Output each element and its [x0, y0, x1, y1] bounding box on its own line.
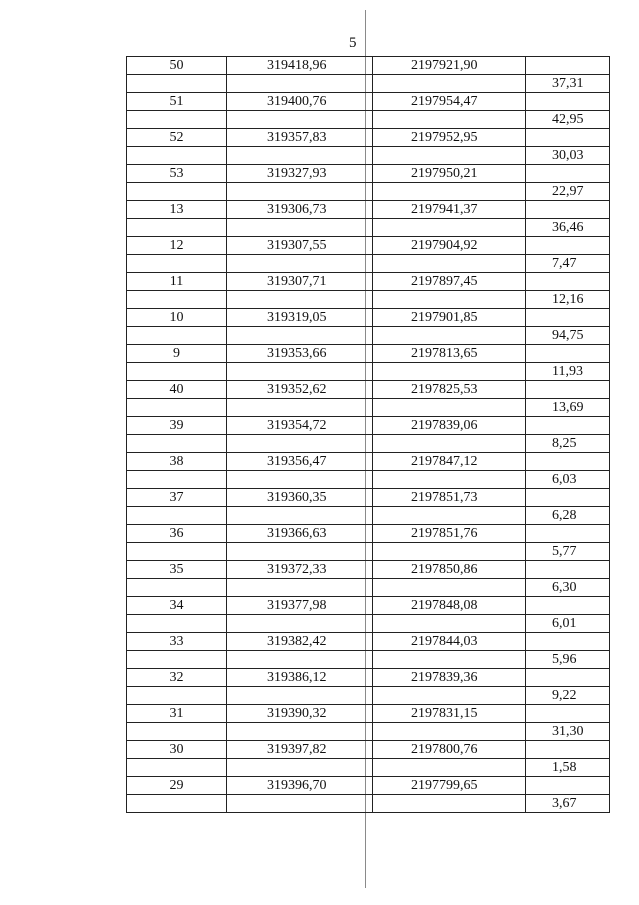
y-coordinate-cell: 2197851,76	[373, 525, 526, 543]
y-coordinate-cell: 2197901,85	[373, 309, 526, 327]
empty-cell	[227, 759, 373, 777]
empty-cell	[227, 363, 373, 381]
coordinates-table-body	[127, 57, 610, 813]
table-row	[127, 201, 610, 219]
empty-cell	[373, 111, 526, 129]
x-coordinate-cell: 319327,93	[227, 165, 373, 183]
empty-cell	[227, 723, 373, 741]
empty-cell	[227, 795, 373, 813]
empty-cell	[227, 183, 373, 201]
empty-cell	[227, 399, 373, 417]
point-number-cell: 11	[127, 273, 227, 291]
empty-cell	[373, 399, 526, 417]
point-number-cell: 13	[127, 201, 227, 219]
empty-cell	[526, 669, 610, 687]
table-row	[127, 93, 610, 111]
table-row	[127, 399, 610, 417]
empty-cell	[127, 291, 227, 309]
table-row	[127, 525, 610, 543]
table-row	[127, 651, 610, 669]
table-row	[127, 183, 610, 201]
empty-cell	[127, 111, 227, 129]
x-coordinate-cell: 319390,32	[227, 705, 373, 723]
x-coordinate-cell: 319352,62	[227, 381, 373, 399]
point-number-cell: 10	[127, 309, 227, 327]
x-coordinate-cell: 319353,66	[227, 345, 373, 363]
empty-cell	[526, 273, 610, 291]
empty-cell	[127, 255, 227, 273]
empty-cell	[526, 129, 610, 147]
x-coordinate-cell: 319400,76	[227, 93, 373, 111]
table-row	[127, 507, 610, 525]
y-coordinate-cell: 2197952,95	[373, 129, 526, 147]
table-row	[127, 669, 610, 687]
table-row	[127, 147, 610, 165]
segment-length-cell: 42,95	[526, 111, 610, 129]
coordinates-table	[126, 56, 610, 813]
segment-length-cell: 11,93	[526, 363, 610, 381]
x-coordinate-cell: 319354,72	[227, 417, 373, 435]
empty-cell	[127, 795, 227, 813]
table-row	[127, 111, 610, 129]
segment-length-cell: 6,01	[526, 615, 610, 633]
y-coordinate-cell: 2197851,73	[373, 489, 526, 507]
table-row	[127, 705, 610, 723]
segment-length-cell: 7,47	[526, 255, 610, 273]
table-row	[127, 327, 610, 345]
table-row	[127, 687, 610, 705]
point-number-cell: 52	[127, 129, 227, 147]
x-coordinate-cell: 319372,33	[227, 561, 373, 579]
empty-cell	[373, 327, 526, 345]
empty-cell	[526, 633, 610, 651]
table-row	[127, 129, 610, 147]
segment-length-cell: 5,96	[526, 651, 610, 669]
y-coordinate-cell: 2197848,08	[373, 597, 526, 615]
x-coordinate-cell: 319319,05	[227, 309, 373, 327]
segment-length-cell: 22,97	[526, 183, 610, 201]
table-row	[127, 165, 610, 183]
segment-length-cell: 1,58	[526, 759, 610, 777]
empty-cell	[373, 183, 526, 201]
segment-length-cell: 13,69	[526, 399, 610, 417]
y-coordinate-cell: 2197839,06	[373, 417, 526, 435]
empty-cell	[127, 507, 227, 525]
x-coordinate-cell: 319360,35	[227, 489, 373, 507]
empty-cell	[227, 327, 373, 345]
table-row	[127, 345, 610, 363]
empty-cell	[373, 723, 526, 741]
empty-cell	[526, 705, 610, 723]
table-row	[127, 795, 610, 813]
point-number-cell: 32	[127, 669, 227, 687]
segment-length-cell: 3,67	[526, 795, 610, 813]
y-coordinate-cell: 2197904,92	[373, 237, 526, 255]
empty-cell	[526, 525, 610, 543]
table-row	[127, 435, 610, 453]
table-row	[127, 777, 610, 795]
empty-cell	[227, 255, 373, 273]
table-row	[127, 561, 610, 579]
page-number: 5	[349, 35, 357, 51]
empty-cell	[373, 579, 526, 597]
y-coordinate-cell: 2197813,65	[373, 345, 526, 363]
empty-cell	[227, 219, 373, 237]
x-coordinate-cell: 319377,98	[227, 597, 373, 615]
point-number-cell: 50	[127, 57, 227, 75]
empty-cell	[526, 489, 610, 507]
table-row	[127, 471, 610, 489]
segment-length-cell: 30,03	[526, 147, 610, 165]
empty-cell	[127, 327, 227, 345]
empty-cell	[127, 651, 227, 669]
segment-length-cell: 6,28	[526, 507, 610, 525]
segment-length-cell: 12,16	[526, 291, 610, 309]
empty-cell	[526, 561, 610, 579]
empty-cell	[373, 435, 526, 453]
table-row	[127, 741, 610, 759]
point-number-cell: 51	[127, 93, 227, 111]
empty-cell	[373, 759, 526, 777]
x-coordinate-cell: 319357,83	[227, 129, 373, 147]
empty-cell	[526, 453, 610, 471]
empty-cell	[127, 471, 227, 489]
y-coordinate-cell: 2197921,90	[373, 57, 526, 75]
empty-cell	[127, 75, 227, 93]
table-row	[127, 633, 610, 651]
table-row	[127, 597, 610, 615]
x-coordinate-cell: 319366,63	[227, 525, 373, 543]
table-row	[127, 237, 610, 255]
point-number-cell: 33	[127, 633, 227, 651]
point-number-cell: 53	[127, 165, 227, 183]
empty-cell	[227, 111, 373, 129]
point-number-cell: 12	[127, 237, 227, 255]
y-coordinate-cell: 2197844,03	[373, 633, 526, 651]
empty-cell	[373, 543, 526, 561]
empty-cell	[373, 651, 526, 669]
empty-cell	[373, 471, 526, 489]
empty-cell	[127, 183, 227, 201]
empty-cell	[526, 597, 610, 615]
empty-cell	[526, 741, 610, 759]
empty-cell	[127, 219, 227, 237]
empty-cell	[227, 471, 373, 489]
table-row	[127, 579, 610, 597]
empty-cell	[526, 381, 610, 399]
empty-cell	[526, 237, 610, 255]
y-coordinate-cell: 2197847,12	[373, 453, 526, 471]
empty-cell	[227, 507, 373, 525]
table-row	[127, 219, 610, 237]
table-row	[127, 381, 610, 399]
y-coordinate-cell: 2197825,53	[373, 381, 526, 399]
empty-cell	[373, 507, 526, 525]
y-coordinate-cell: 2197800,76	[373, 741, 526, 759]
empty-cell	[373, 291, 526, 309]
table-row	[127, 723, 610, 741]
table-row	[127, 255, 610, 273]
point-number-cell: 39	[127, 417, 227, 435]
empty-cell	[227, 687, 373, 705]
empty-cell	[373, 255, 526, 273]
x-coordinate-cell: 319382,42	[227, 633, 373, 651]
empty-cell	[127, 399, 227, 417]
empty-cell	[526, 777, 610, 795]
segment-length-cell: 94,75	[526, 327, 610, 345]
table-row	[127, 309, 610, 327]
empty-cell	[227, 651, 373, 669]
table-row	[127, 489, 610, 507]
point-number-cell: 29	[127, 777, 227, 795]
table-row	[127, 417, 610, 435]
y-coordinate-cell: 2197831,15	[373, 705, 526, 723]
empty-cell	[227, 147, 373, 165]
segment-length-cell: 5,77	[526, 543, 610, 561]
y-coordinate-cell: 2197941,37	[373, 201, 526, 219]
empty-cell	[373, 75, 526, 93]
x-coordinate-cell: 319418,96	[227, 57, 373, 75]
point-number-cell: 34	[127, 597, 227, 615]
point-number-cell: 30	[127, 741, 227, 759]
table-row	[127, 57, 610, 75]
empty-cell	[526, 309, 610, 327]
table-row	[127, 75, 610, 93]
segment-length-cell: 6,03	[526, 471, 610, 489]
empty-cell	[127, 543, 227, 561]
empty-cell	[227, 435, 373, 453]
empty-cell	[526, 345, 610, 363]
empty-cell	[127, 579, 227, 597]
empty-cell	[227, 615, 373, 633]
x-coordinate-cell: 319306,73	[227, 201, 373, 219]
y-coordinate-cell: 2197897,45	[373, 273, 526, 291]
x-coordinate-cell: 319396,70	[227, 777, 373, 795]
table-row	[127, 291, 610, 309]
table-row	[127, 759, 610, 777]
point-number-cell: 40	[127, 381, 227, 399]
empty-cell	[373, 687, 526, 705]
empty-cell	[526, 417, 610, 435]
empty-cell	[526, 201, 610, 219]
segment-length-cell: 6,30	[526, 579, 610, 597]
table-row	[127, 615, 610, 633]
y-coordinate-cell: 2197799,65	[373, 777, 526, 795]
empty-cell	[373, 219, 526, 237]
empty-cell	[373, 615, 526, 633]
segment-length-cell: 31,30	[526, 723, 610, 741]
y-coordinate-cell: 2197850,86	[373, 561, 526, 579]
empty-cell	[127, 723, 227, 741]
x-coordinate-cell: 319307,71	[227, 273, 373, 291]
empty-cell	[227, 543, 373, 561]
x-coordinate-cell: 319307,55	[227, 237, 373, 255]
x-coordinate-cell: 319397,82	[227, 741, 373, 759]
empty-cell	[373, 147, 526, 165]
empty-cell	[526, 57, 610, 75]
empty-cell	[127, 759, 227, 777]
empty-cell	[127, 615, 227, 633]
point-number-cell: 38	[127, 453, 227, 471]
empty-cell	[227, 579, 373, 597]
segment-length-cell: 9,22	[526, 687, 610, 705]
empty-cell	[227, 75, 373, 93]
x-coordinate-cell: 319386,12	[227, 669, 373, 687]
table-row	[127, 543, 610, 561]
empty-cell	[127, 435, 227, 453]
empty-cell	[373, 795, 526, 813]
empty-cell	[373, 363, 526, 381]
table-row	[127, 273, 610, 291]
table-row	[127, 363, 610, 381]
point-number-cell: 31	[127, 705, 227, 723]
empty-cell	[127, 363, 227, 381]
segment-length-cell: 8,25	[526, 435, 610, 453]
point-number-cell: 36	[127, 525, 227, 543]
x-coordinate-cell: 319356,47	[227, 453, 373, 471]
point-number-cell: 35	[127, 561, 227, 579]
segment-length-cell: 37,31	[526, 75, 610, 93]
point-number-cell: 37	[127, 489, 227, 507]
y-coordinate-cell: 2197839,36	[373, 669, 526, 687]
table-row	[127, 453, 610, 471]
segment-length-cell: 36,46	[526, 219, 610, 237]
empty-cell	[526, 165, 610, 183]
empty-cell	[127, 687, 227, 705]
point-number-cell: 9	[127, 345, 227, 363]
empty-cell	[127, 147, 227, 165]
y-coordinate-cell: 2197950,21	[373, 165, 526, 183]
y-coordinate-cell: 2197954,47	[373, 93, 526, 111]
empty-cell	[526, 93, 610, 111]
empty-cell	[227, 291, 373, 309]
